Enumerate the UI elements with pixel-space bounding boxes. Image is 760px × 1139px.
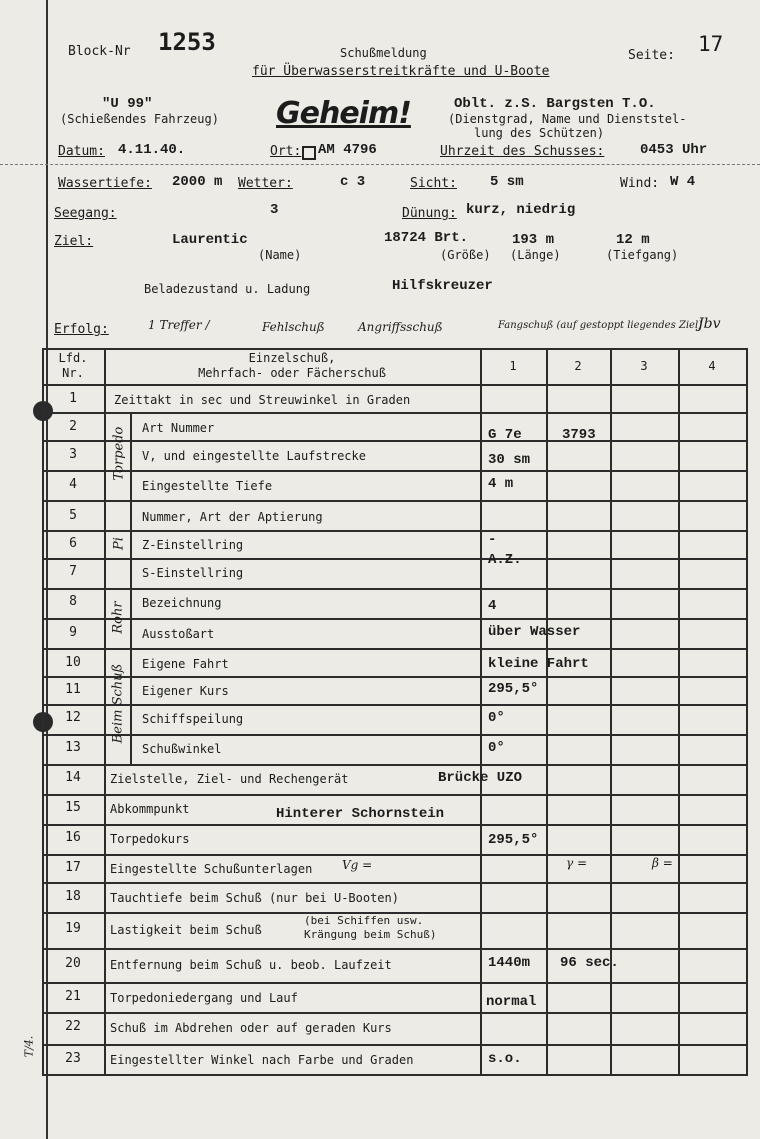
erfolg-fehlschuss: Fehlschuß (262, 320, 325, 334)
row-nr: 1 (69, 391, 77, 406)
sicht-value: 5 sm (490, 174, 524, 190)
target-name-value: Laurentic (172, 232, 248, 248)
section-beim-schuss: Beim Schuß (110, 663, 126, 744)
erfolg-fangschuss: Fangschuß (auf gestoppt liegendes Ziel) (498, 320, 703, 331)
row-label: Eingestellte Schußunterlagen (110, 862, 313, 876)
target-length-caption: (Länge) (510, 248, 561, 262)
row-label: Bezeichnung (142, 596, 222, 610)
row-label: Abkommpunkt (110, 802, 190, 816)
row-nr: 15 (65, 800, 81, 815)
row-value-col3: β = (652, 856, 673, 870)
row-nr: 11 (65, 682, 81, 697)
row-label-note: Krängung beim Schuß) (304, 928, 437, 941)
row-label: Ausstoßart (142, 627, 215, 641)
row-value-col1: normal (486, 994, 537, 1010)
header-col-3: 3 (640, 359, 648, 373)
target-draft-caption: (Tiefgang) (606, 248, 679, 262)
header-title-2: Mehrfach- oder Fächerschuß (198, 366, 386, 380)
uhrzeit-label: Uhrzeit des Schusses: (440, 144, 605, 159)
secret-stamp: Geheim! (276, 96, 411, 131)
uhrzeit-value: 0453 Uhr (640, 142, 708, 158)
row-value-col2: γ = (566, 856, 588, 870)
vessel-caption: (Schießendes Fahrzeug) (60, 112, 219, 126)
row-label: Eingestellte Tiefe (142, 479, 273, 493)
row-nr: 17 (65, 860, 81, 875)
header-lfd: Lfd. (58, 351, 88, 365)
shooter-caption-2: lung des Schützen) (474, 126, 605, 140)
margin-note: T/4. (22, 1035, 36, 1058)
header-col-4: 4 (708, 359, 716, 373)
seegang-label: Seegang: (54, 206, 117, 221)
block-label: Block-Nr (68, 44, 131, 59)
erfolg-initials: Jbv (698, 316, 721, 332)
ort-label: Ort: (270, 144, 302, 159)
row-value-col1: 295,5° (488, 681, 539, 697)
row-nr: 12 (65, 710, 81, 725)
row-nr: 20 (65, 956, 81, 971)
row-label: V, und eingestellte Laufstrecke (142, 449, 366, 463)
block-number: 1253 (158, 28, 216, 56)
row-nr: 2 (69, 419, 77, 434)
target-size-value: 18724 Brt. (384, 230, 469, 246)
row-value-col1: 30 sm (488, 452, 531, 468)
row-label: Zeittakt in sec und Streuwinkel in Graden (114, 393, 411, 407)
fold-line (0, 164, 760, 165)
row-nr: 9 (69, 625, 77, 640)
row-value-col1: G 7e (488, 427, 522, 443)
datum-label: Datum: (58, 144, 105, 159)
shooter-caption-1: (Dienstgrad, Name und Dienststel- (448, 112, 687, 126)
duenung-label: Dünung: (402, 206, 457, 221)
row-value-col2: 96 sec. (560, 955, 619, 971)
page-number: 17 (698, 32, 724, 56)
section-torpedo: Torpedo (111, 426, 127, 481)
row-value-col1: Vg = (342, 858, 373, 872)
vessel-value: "U 99" (102, 96, 153, 112)
header-col-2: 2 (574, 359, 582, 373)
row-nr: 13 (65, 740, 81, 755)
row-nr: 6 (69, 536, 77, 551)
row-nr: 16 (65, 830, 81, 845)
row-label: Z-Einstellring (142, 538, 244, 552)
wind-value: W 4 (670, 174, 696, 190)
row-label: Zielstelle, Ziel- und Rechengerät (110, 772, 349, 786)
row-value-col1: - (488, 532, 497, 548)
row-nr: 19 (65, 921, 81, 936)
target-name-caption: (Name) (258, 248, 302, 262)
row-label: Eigener Kurs (142, 684, 229, 698)
wassertiefe-label: Wassertiefe: (58, 176, 152, 191)
row-value-col2: 3793 (562, 427, 596, 443)
target-length-value: 193 m (512, 232, 555, 248)
row-value-col1: 0° (488, 710, 505, 726)
row-label: Eingestellter Winkel nach Farbe und Graden (110, 1053, 414, 1067)
erfolg-angriffsschuss: Angriffsschuß (358, 320, 443, 334)
row-value-col1: 4 m (488, 476, 514, 492)
wetter-value: c 3 (340, 174, 366, 190)
row-label: Art Nummer (142, 421, 215, 435)
row-nr: 4 (69, 477, 77, 492)
row-value-col1: A.Z. (488, 552, 522, 568)
header-col-1: 1 (509, 359, 517, 373)
ort-value: AM 4796 (318, 142, 377, 158)
row-label: Schuß im Abdrehen oder auf geraden Kurs (110, 1021, 392, 1035)
row-value-col1: 295,5° (488, 832, 539, 848)
ort-checkbox (302, 146, 316, 160)
row-label: Tauchtiefe beim Schuß (nur bei U-Booten) (110, 891, 399, 905)
shooter-value: Oblt. z.S. Bargsten T.O. (454, 96, 656, 112)
beladezustand-label: Beladezustand u. Ladung (144, 282, 311, 296)
row-value-col1: Brücke UZO (438, 770, 523, 786)
seegang-value: 3 (270, 202, 279, 218)
row-value-col1: kleine Fahrt (488, 656, 589, 672)
row-nr: 21 (65, 989, 81, 1004)
row-nr: 18 (65, 889, 81, 904)
row-nr: 23 (65, 1051, 81, 1066)
row-label: S-Einstellring (142, 566, 244, 580)
shot-table (42, 348, 748, 1076)
row-label: Schiffspeilung (142, 712, 244, 726)
row-value-col1: 1440m (488, 955, 531, 971)
row-value-col1: 0° (488, 740, 505, 756)
header-nr: Nr. (62, 366, 84, 380)
row-value-col1: Hinterer Schornstein (276, 806, 445, 822)
row-nr: 8 (69, 594, 77, 609)
erfolg-label: Erfolg: (54, 322, 109, 337)
wind-label: Wind: (620, 176, 660, 191)
sicht-label: Sicht: (410, 176, 457, 191)
wassertiefe-value: 2000 m (172, 174, 223, 190)
datum-value: 4.11.40. (118, 142, 186, 158)
page-label: Seite: (628, 48, 675, 63)
row-value-col1: 4 (488, 598, 497, 614)
beladezustand-value: Hilfskreuzer (392, 278, 493, 294)
form-title: Schußmeldung (340, 46, 427, 60)
duenung-value: kurz, niedrig (466, 202, 576, 218)
section-pi: Pi (111, 537, 127, 550)
form-subtitle: für Überwasserstreitkräfte und U-Boote (252, 64, 550, 79)
erfolg-treffer: 1 Treffer / (148, 318, 210, 332)
row-label: Eigene Fahrt (142, 657, 229, 671)
row-nr: 3 (69, 447, 77, 462)
row-label: Lastigkeit beim Schuß (110, 923, 262, 937)
row-value-col1: s.o. (488, 1051, 522, 1067)
row-label: Torpedoniedergang und Lauf (110, 991, 298, 1005)
row-nr: 5 (69, 508, 77, 523)
section-rohr: Rohr (110, 601, 126, 634)
target-size-caption: (Größe) (440, 248, 491, 262)
row-nr: 14 (65, 770, 81, 785)
ziel-label: Ziel: (54, 234, 94, 249)
row-value-col1: über Wasser (488, 624, 581, 640)
wetter-label: Wetter: (238, 176, 293, 191)
row-label: Schußwinkel (142, 742, 222, 756)
row-label: Nummer, Art der Aptierung (142, 510, 323, 524)
row-label: Torpedokurs (110, 832, 190, 846)
row-nr: 22 (65, 1019, 81, 1034)
row-label: Entfernung beim Schuß u. beob. Laufzeit (110, 958, 392, 972)
row-nr: 10 (65, 655, 81, 670)
row-nr: 7 (69, 564, 77, 579)
header-title-1: Einzelschuß, (248, 351, 336, 365)
row-label-note: (bei Schiffen usw. (304, 914, 424, 927)
target-draft-value: 12 m (616, 232, 650, 248)
